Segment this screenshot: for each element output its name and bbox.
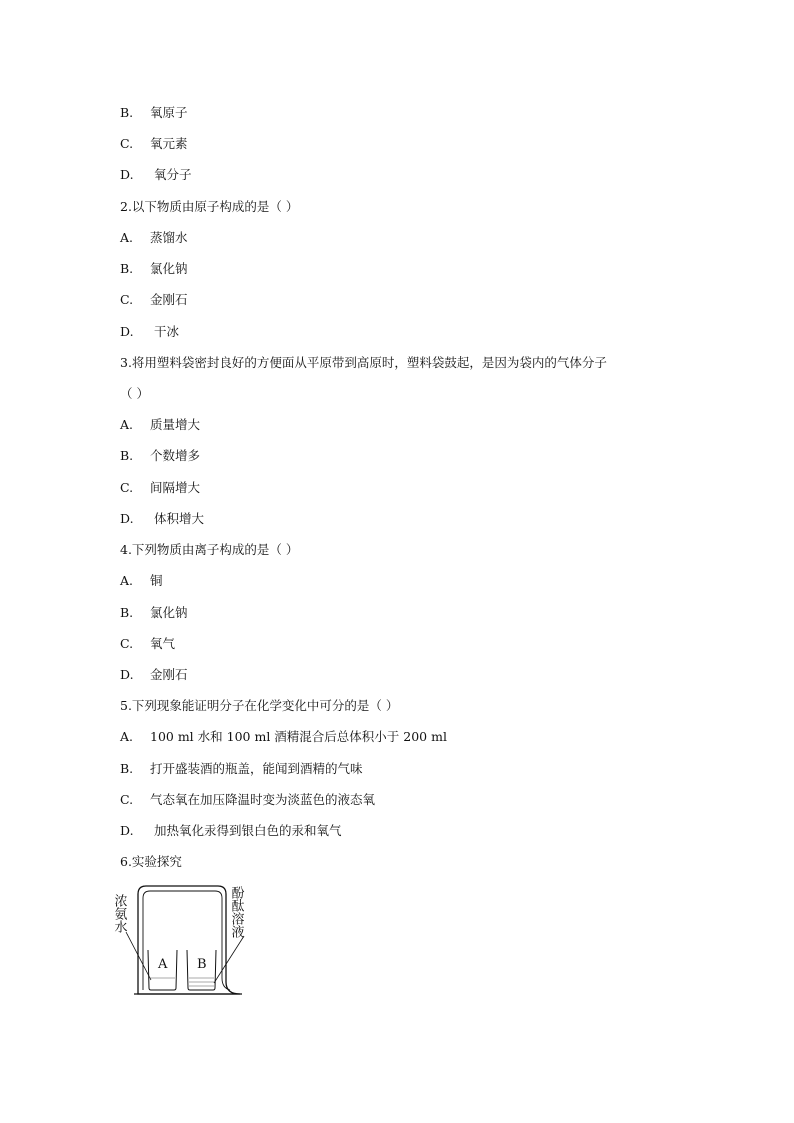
option-text: 质量增大 xyxy=(150,417,201,432)
option-text: 氧气 xyxy=(150,636,176,651)
bell-jar-diagram xyxy=(111,882,248,1000)
option-letter: C. xyxy=(120,292,134,307)
option-text: 蒸馏水 xyxy=(150,230,188,245)
option-letter: D. xyxy=(120,667,134,682)
option-letter: C. xyxy=(120,136,134,151)
option-text: 氧原子 xyxy=(150,105,188,120)
option-letter: B. xyxy=(120,605,134,620)
option-d xyxy=(120,167,191,183)
option-d xyxy=(120,823,341,839)
option-b xyxy=(120,261,188,277)
option-text: 金刚石 xyxy=(150,292,188,307)
option-text: 氯化钠 xyxy=(150,605,188,620)
question-3-stem-cont: （ ） xyxy=(120,386,149,401)
option-c xyxy=(120,480,200,496)
option-b xyxy=(120,761,363,777)
leader-line-right xyxy=(214,936,244,983)
option-text: 干冰 xyxy=(150,324,179,339)
option-b xyxy=(120,448,200,464)
option-letter: B. xyxy=(120,261,134,276)
option-b xyxy=(120,605,188,621)
option-letter: A. xyxy=(120,729,134,744)
experiment-figure xyxy=(111,882,248,1000)
option-letter: D. xyxy=(120,511,134,526)
option-a xyxy=(120,417,200,433)
option-text: 打开盛装酒的瓶盖，能闻到酒精的气味 xyxy=(150,761,363,776)
option-letter: A. xyxy=(120,417,134,432)
option-text: 氧元素 xyxy=(150,136,188,151)
option-a xyxy=(120,230,188,246)
option-text: 100 ml 水和 100 ml 酒精混合后总体积小于 200 ml xyxy=(150,729,447,744)
question-6-stem: 6.实验探究 xyxy=(120,854,182,869)
bell-jar-inner-wall xyxy=(143,891,230,990)
option-letter: B. xyxy=(120,761,134,776)
option-text: 氯化钠 xyxy=(150,261,188,276)
option-c xyxy=(120,636,175,652)
option-text: 间隔增大 xyxy=(150,480,201,495)
option-c xyxy=(120,792,375,808)
option-text: 体积增大 xyxy=(150,511,204,526)
question-3-stem: 3.将用塑料袋密封良好的方便面从平原带到高原时，塑料袋鼓起，是因为袋内的气体分子 xyxy=(120,355,607,370)
ammonia-label: 浓氨水 xyxy=(111,894,127,933)
option-letter: A. xyxy=(120,573,134,588)
beaker-b-label: B xyxy=(197,957,207,972)
option-c xyxy=(120,292,188,308)
option-letter: C. xyxy=(120,480,134,495)
option-a xyxy=(120,729,447,745)
option-letter: D. xyxy=(120,823,134,838)
option-text: 个数增多 xyxy=(150,448,201,463)
option-text: 加热氧化汞得到银白色的汞和氧气 xyxy=(150,823,342,838)
question-2-stem: 2.以下物质由原子构成的是（ ） xyxy=(120,199,299,214)
option-text: 气态氧在加压降温时变为淡蓝色的液态氧 xyxy=(150,792,376,807)
option-text: 氧分子 xyxy=(150,167,192,182)
question-5-stem: 5.下列现象能证明分子在化学变化中可分的是（ ） xyxy=(120,698,399,713)
option-text: 金刚石 xyxy=(150,667,188,682)
option-a xyxy=(120,573,163,589)
option-b xyxy=(120,105,188,121)
option-d xyxy=(120,511,204,527)
phenolphthalein-label: 酚酞溶液 xyxy=(228,886,244,938)
option-letter: D. xyxy=(120,324,134,339)
option-letter: A. xyxy=(120,230,134,245)
option-letter: C. xyxy=(120,792,134,807)
beaker-a-label: A xyxy=(158,957,168,972)
option-letter: C. xyxy=(120,636,134,651)
option-d xyxy=(120,324,179,340)
option-letter: D. xyxy=(120,167,134,182)
option-d xyxy=(120,667,188,683)
question-4-stem: 4.下列物质由离子构成的是（ ） xyxy=(120,542,299,557)
option-c xyxy=(120,136,188,152)
option-text: 铜 xyxy=(150,573,163,588)
option-letter: B. xyxy=(120,448,134,463)
option-letter: B. xyxy=(120,105,134,120)
